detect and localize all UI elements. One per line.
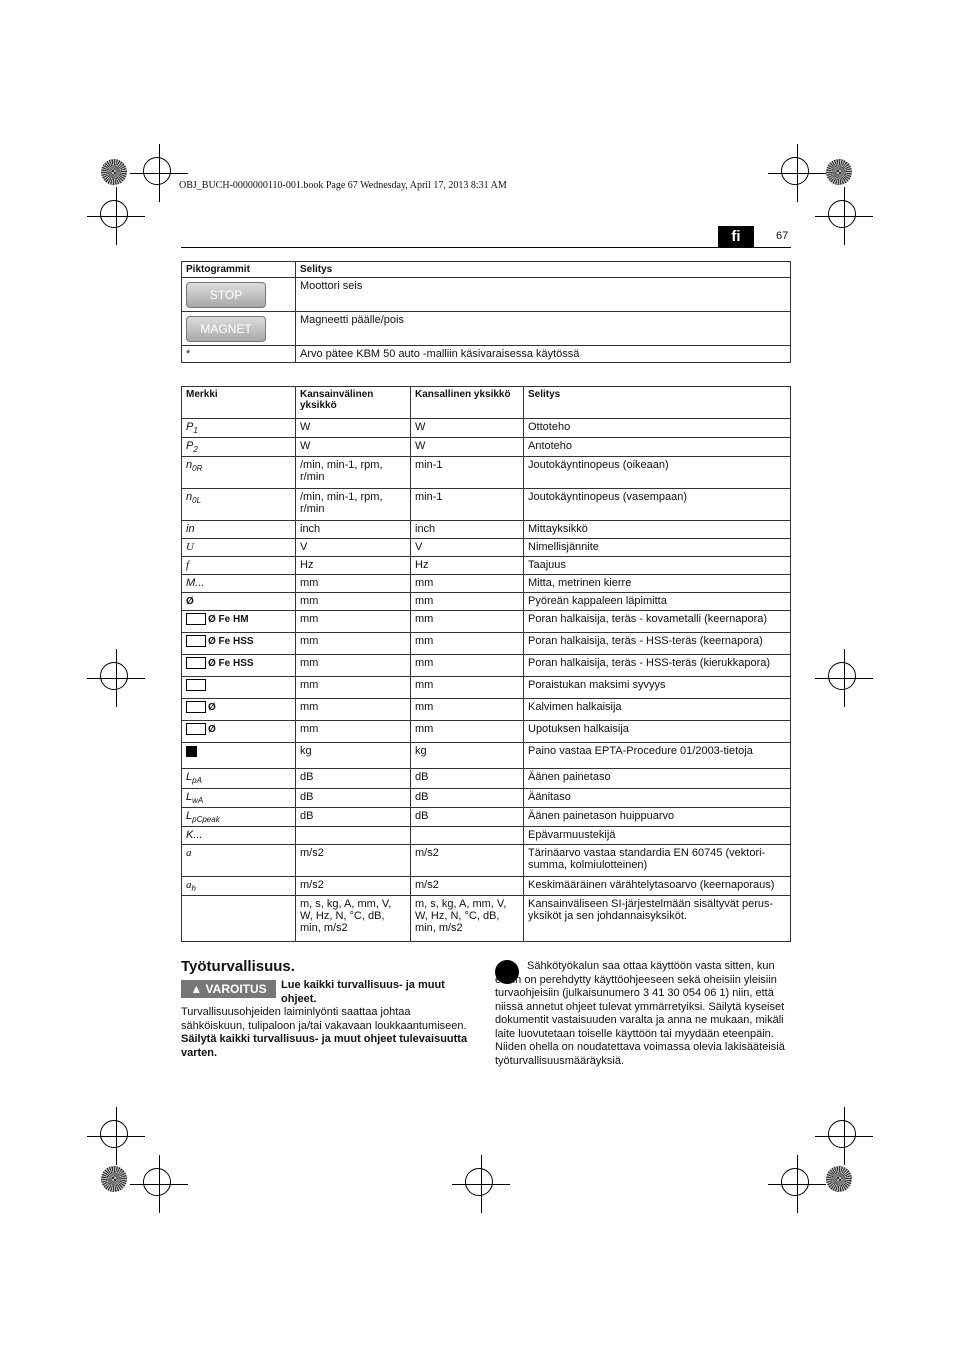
table-cell: dB <box>411 807 524 826</box>
column-header: Selitys <box>524 387 791 419</box>
table-cell: mm <box>296 677 411 699</box>
table-cell: Hz <box>296 557 411 575</box>
safety-bold-intro: Lue kaikki turvallisuus- ja muut ohjeet. <box>281 979 445 1005</box>
column-header: Kansainvälinen yksikkö <box>296 387 411 419</box>
table-cell: Ottoteho <box>524 419 791 438</box>
table-cell: mm <box>296 721 411 743</box>
symbol-text: a <box>186 878 192 891</box>
table-cell <box>411 826 524 844</box>
symbol-subscript: pCpeak <box>192 814 220 824</box>
table-cell: mm <box>296 655 411 677</box>
registration-disc-top-left <box>101 159 127 185</box>
symbol-text: Ø <box>208 724 216 736</box>
table-cell: Äänitaso <box>524 788 791 807</box>
table-cell: Upotuksen halkaisija <box>524 721 791 743</box>
symbol-text: f <box>186 559 190 572</box>
symbol-table <box>181 386 791 942</box>
safety-right-column <box>495 960 791 1068</box>
symbol-text: in <box>186 523 195 536</box>
table-cell: Moottori seis <box>296 278 791 312</box>
symbol-text: n <box>186 491 193 504</box>
table-row <box>182 699 791 721</box>
drill-icon <box>186 635 206 647</box>
table-row <box>182 633 791 655</box>
table-row <box>182 655 791 677</box>
symbol-cell <box>182 743 296 769</box>
drill-icon <box>186 657 206 669</box>
registration-disc-bottom-right <box>826 1166 852 1192</box>
table-row <box>182 489 791 521</box>
table-cell: m, s, kg, A, mm, V, W, Hz, N, °C, dB, min, m/s2 <box>411 896 524 942</box>
safety-bold-keep: Säilytä kaikki turvallisuus- ja muut ohjeet tulevaisuutta varten. <box>181 1033 468 1059</box>
table-cell: mm <box>411 611 524 633</box>
crosshair-mark <box>100 662 128 690</box>
table-cell: Poran halkaisija, teräs - kovametalli (keernapora) <box>524 611 791 633</box>
table-row <box>182 438 791 457</box>
table-cell: mm <box>296 611 411 633</box>
table-cell: Epävarmuustekijä <box>524 826 791 844</box>
table-cell: /min, min-1, rpm, r/min <box>296 489 411 521</box>
symbol-cell <box>182 593 296 611</box>
table-cell: Tärinäarvo vastaa standardia EN 60745 (vektori-summa, kolmiulotteinen) <box>524 844 791 876</box>
registration-disc-bottom-left <box>101 1166 127 1192</box>
symbol-text: Ø Fe HSS <box>208 636 254 648</box>
table-row <box>182 677 791 699</box>
column-header: Kansallinen yksikkö <box>411 387 524 419</box>
table-row <box>182 826 791 844</box>
symbol-text: M... <box>186 577 205 590</box>
table-cell: Poran halkaisija, teräs - HSS-teräs (kierukkapora) <box>524 655 791 677</box>
symbol-text: L <box>186 771 193 784</box>
symbol-text: P <box>186 421 194 433</box>
symbol-cell <box>182 677 296 699</box>
table-cell: m/s2 <box>296 844 411 876</box>
symbol-subscript: 2 <box>193 445 198 455</box>
file-info-line: OBJ_BUCH-0000000110-001.book Page 67 Wednesday, April 17, 2013 8:31 AM <box>179 180 507 191</box>
table-cell: m/s2 <box>296 876 411 895</box>
table-cell: Arvo pätee KBM 50 auto -malliin käsivaraisessa käytössä <box>296 346 791 363</box>
symbol-cell <box>182 807 296 826</box>
table-row <box>182 788 791 807</box>
symbol-text: P <box>186 440 194 453</box>
table-cell: Poraistukan maksimi syvyys <box>524 677 791 699</box>
table-cell: mm <box>296 575 411 593</box>
table-cell: inch <box>296 521 411 539</box>
table-cell: Mitta, metrinen kierre <box>524 575 791 593</box>
table-cell: Poran halkaisija, teräs - HSS-teräs (keernapora) <box>524 633 791 655</box>
table-cell: mm <box>411 699 524 721</box>
symbol-cell <box>182 539 296 557</box>
table-cell: m/s2 <box>411 844 524 876</box>
symbol-cell <box>182 557 296 575</box>
table-cell: m/s2 <box>411 876 524 895</box>
page-number: 67 <box>776 230 789 242</box>
symbol-subscript: wA <box>192 795 204 805</box>
symbol-cell <box>182 896 296 942</box>
symbol-text: n <box>186 459 193 472</box>
symbol-cell <box>182 876 296 895</box>
symbol-text: Ø <box>208 702 216 714</box>
column-header: Selitys <box>296 262 791 278</box>
weight-icon <box>186 746 197 757</box>
drill-icon <box>186 723 206 735</box>
table-cell: Joutokäyntinopeus (oikeaan) <box>524 457 791 489</box>
section-title: Työturvallisuus. <box>181 958 295 975</box>
table-row <box>182 539 791 557</box>
table-cell: dB <box>296 788 411 807</box>
symbol-cell <box>182 611 296 633</box>
table-row <box>182 419 791 438</box>
crosshair-mark <box>781 1168 809 1196</box>
table-cell: Pyöreän kappaleen läpimitta <box>524 593 791 611</box>
table-cell: dB <box>296 807 411 826</box>
symbol-cell <box>182 633 296 655</box>
crosshair-mark <box>828 200 856 228</box>
table-cell: mm <box>411 721 524 743</box>
symbol-cell <box>182 419 296 438</box>
table-cell: W <box>411 419 524 438</box>
table-cell: Taajuus <box>524 557 791 575</box>
symbol-cell <box>182 826 296 844</box>
safety-left-column <box>181 979 471 1060</box>
table-cell: Kansainväliseen SI-järjestelmään sisältyvät perus-yksiköt ja sen johdannaisyksiköt. <box>524 896 791 942</box>
table-cell: kg <box>411 743 524 769</box>
symbol-cell <box>182 489 296 521</box>
table-cell: W <box>296 438 411 457</box>
stop-button-pictogram: STOP <box>186 282 266 308</box>
warning-triangle-icon: ▲ <box>190 982 203 996</box>
table-cell: Paino vastaa EPTA-Procedure 01/2003-tietoja <box>524 743 791 769</box>
table-row <box>182 896 791 942</box>
symbol-cell <box>182 721 296 743</box>
table-cell <box>296 826 411 844</box>
table-cell: V <box>296 539 411 557</box>
table-row <box>182 807 791 826</box>
table-cell: W <box>296 419 411 438</box>
column-header: Piktogrammit <box>182 262 296 278</box>
table-row <box>182 312 791 346</box>
table-cell: dB <box>411 788 524 807</box>
symbol-cell <box>182 699 296 721</box>
registration-disc-top-right <box>826 159 852 185</box>
table-cell: W <box>411 438 524 457</box>
table-cell: Nimellisjännite <box>524 539 791 557</box>
table-cell: /min, min-1, rpm, r/min <box>296 457 411 489</box>
warning-label: VAROITUS <box>205 982 267 996</box>
table-cell: Äänen painetason huippuarvo <box>524 807 791 826</box>
table-cell: mm <box>411 575 524 593</box>
magnet-button-pictogram: MAGNET <box>186 316 266 342</box>
crosshair-mark <box>100 1120 128 1148</box>
drill-icon <box>186 613 206 625</box>
symbol-cell <box>182 521 296 539</box>
symbol-cell <box>182 844 296 876</box>
table-cell: Äänen painetaso <box>524 769 791 788</box>
table-cell: kg <box>296 743 411 769</box>
table-cell: min-1 <box>411 489 524 521</box>
symbol-text: L <box>186 790 193 803</box>
crosshair-mark <box>100 200 128 228</box>
symbol-text: Ø Fe HSS <box>208 658 254 670</box>
table-cell: Keskimääräinen värähtelytasoarvo (keernaporaus) <box>524 876 791 895</box>
symbol-cell <box>182 788 296 807</box>
symbol-subscript: pA <box>192 776 202 786</box>
table-cell: inch <box>411 521 524 539</box>
symbol-text: U <box>186 541 194 554</box>
symbol-text: K... <box>186 828 203 841</box>
crosshair-mark <box>828 1120 856 1148</box>
table-row <box>182 278 791 312</box>
drill-icon <box>186 679 206 691</box>
table-cell: Hz <box>411 557 524 575</box>
language-badge: fi <box>718 226 754 247</box>
column-header: Merkki <box>182 387 296 419</box>
table-cell: Joutokäyntinopeus (vasempaan) <box>524 489 791 521</box>
table-row <box>182 743 791 769</box>
table-cell: Mittayksikkö <box>524 521 791 539</box>
table-cell: mm <box>411 593 524 611</box>
crosshair-mark <box>781 157 809 185</box>
table-row <box>182 721 791 743</box>
safety-paragraph: Sähkötyökalun saa ottaa käyttöön vasta sitten, kun ensin on perehdytty käyttöohjeeseen sekä oheisiin yleisiin turvaohjeisiin (julkaisunumero 3 41 30 054 06 1) niin, että niissä annetut ohjeet tulevat ymmärretyiksi. Säilytä kyseiset dokumentit vastaisuuden varalta ja anna ne mukaan, mikäli laite luovutetaan toiselle käyttöön tai myydään eteenpäin. <box>495 960 785 1040</box>
table-cell: mm <box>411 655 524 677</box>
symbol-text: a <box>186 846 192 859</box>
table-cell: mm <box>296 699 411 721</box>
crosshair-mark <box>143 157 171 185</box>
table-header-row <box>182 387 791 419</box>
symbol-cell <box>182 438 296 457</box>
table-cell: m, s, kg, A, mm, V, W, Hz, N, °C, dB, min, m/s2 <box>296 896 411 942</box>
crosshair-mark <box>465 1168 493 1196</box>
symbol-subscript: 0L <box>192 496 202 506</box>
table-row <box>182 844 791 876</box>
crosshair-mark <box>143 1168 171 1196</box>
crosshair-mark <box>828 662 856 690</box>
table-cell: dB <box>296 769 411 788</box>
drill-icon <box>186 701 206 713</box>
table-cell: mm <box>296 593 411 611</box>
table-cell: V <box>411 539 524 557</box>
table-row <box>182 575 791 593</box>
table-row <box>182 346 791 363</box>
safety-paragraph: Niiden ohella on noudatettava voimassa olevia lakisääteisiä työturvallisuusmääräyksiä. <box>495 1041 785 1067</box>
safety-text: Turvallisuusohjeiden laiminlyönti saattaa johtaa sähköiskuun, tulipaloon ja/tai vakavaan loukkaantumiseen. <box>181 1006 467 1032</box>
table-cell: mm <box>411 677 524 699</box>
table-cell: Antoteho <box>524 438 791 457</box>
table-cell: mm <box>296 633 411 655</box>
symbol-subscript: 1 <box>193 426 198 436</box>
table-cell: mm <box>411 633 524 655</box>
table-row <box>182 876 791 895</box>
table-cell: Magneetti päälle/pois <box>296 312 791 346</box>
table-row <box>182 769 791 788</box>
symbol-cell <box>182 655 296 677</box>
symbol-table-body <box>182 419 791 942</box>
symbol-cell <box>182 575 296 593</box>
table-row <box>182 457 791 489</box>
table-row <box>182 521 791 539</box>
symbol-text: Ø Fe HM <box>208 614 249 626</box>
symbol-cell <box>182 769 296 788</box>
table-cell: dB <box>411 769 524 788</box>
table-row <box>182 593 791 611</box>
pictogram-table <box>181 261 791 363</box>
symbol-subscript: 0R <box>192 464 203 474</box>
table-cell: Kalvimen halkaisija <box>524 699 791 721</box>
symbol-text: Ø <box>186 596 194 608</box>
table-row <box>182 557 791 575</box>
symbol-text: L <box>186 809 193 822</box>
table-cell: min-1 <box>411 457 524 489</box>
symbol-subscript: h <box>191 884 196 894</box>
header-rule <box>181 247 791 248</box>
table-header-row <box>182 262 791 278</box>
table-cell: * <box>182 346 296 363</box>
symbol-cell <box>182 457 296 489</box>
table-row <box>182 611 791 633</box>
